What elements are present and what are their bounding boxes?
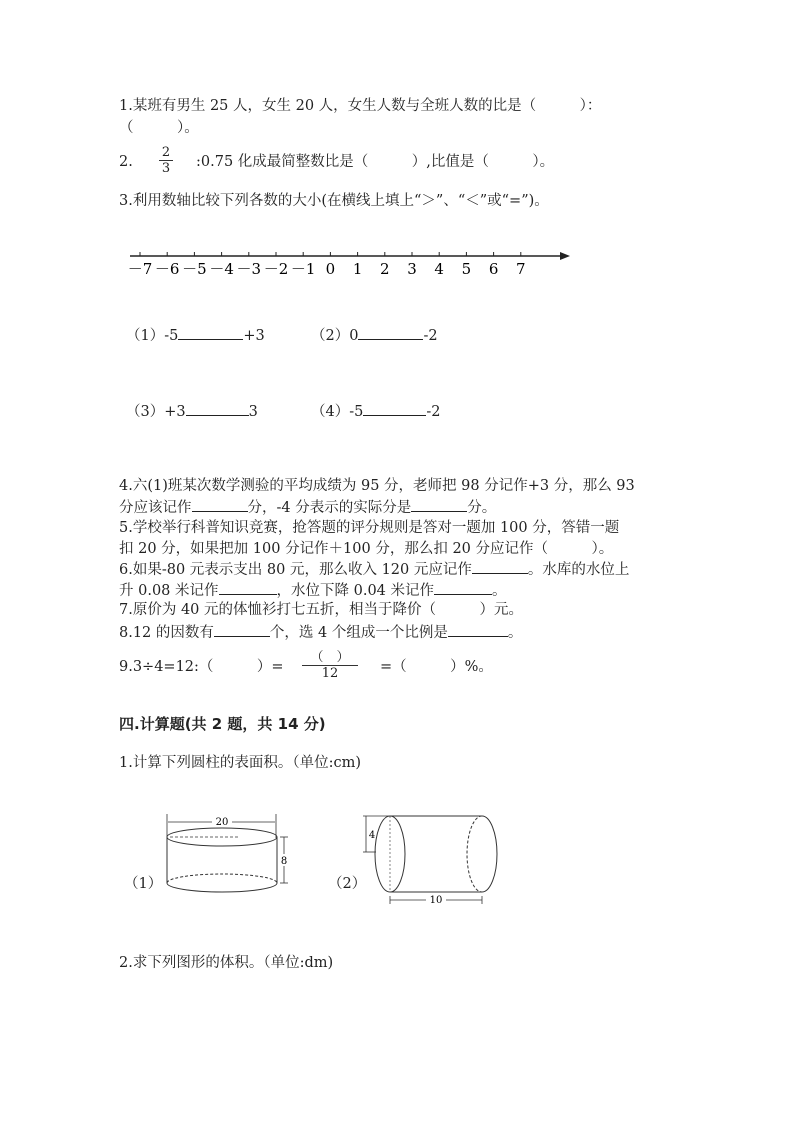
c2-text: 2.求下列图形的体积。（单位:dm) [119, 955, 334, 971]
compare-1-right: +3 [243, 328, 265, 344]
q6-blank-2[interactable] [219, 580, 277, 595]
q9-frac-den: 12 [302, 665, 358, 681]
c1-text: 1.计算下列圆柱的表面积。（单位:cm) [119, 755, 361, 771]
compare-3-right: 3 [248, 404, 258, 420]
compare-1-blank[interactable] [178, 325, 243, 340]
cylinder-figure-2 [360, 808, 510, 908]
q8-c: 。 [507, 625, 523, 641]
q4-l2b: 分，-4 分表示的实际分是 [247, 500, 412, 516]
q8-blank-2[interactable] [448, 622, 508, 637]
compare-4-right: -2 [426, 404, 441, 420]
q8-line [119, 622, 522, 643]
number-line-label: 2 [380, 260, 390, 278]
q9-frac-num: （ ） [310, 650, 350, 665]
compare-1-left: （1）-5 [126, 328, 179, 344]
q6-l2a: 升 0.08 米记作 [119, 583, 219, 599]
q6-l1b: 。水库的水位上 [527, 562, 630, 578]
number-line-label: －2 [263, 260, 289, 278]
q9-fraction [302, 650, 358, 681]
cylinder-figure-1 [160, 810, 300, 900]
q8-a: 8.12 的因数有 [119, 625, 214, 641]
number-line-label: 5 [461, 260, 472, 278]
q6-blank-1[interactable] [472, 559, 528, 574]
q2-suffix: :0.75 化成最简整数比是（ ）,比值是（ ）。 [196, 154, 555, 170]
compare-2-right: -2 [423, 328, 438, 344]
number-line-label: 7 [516, 260, 526, 278]
q1-line1: 1.某班有男生 25 人，女生 20 人，女生人数与全班人数的比是（ ）： [119, 98, 602, 114]
q4-line1: 4.六(1)班某次数学测验的平均成绩为 95 分，老师把 98 分记作+3 分，那么 93 [119, 478, 635, 494]
q6-l2b: ，水位下降 0.04 米记作 [276, 583, 435, 599]
compare-2-blank[interactable] [358, 325, 423, 340]
number-line-label: 6 [488, 260, 499, 278]
q5-line1: 5.学校举行科普知识竞赛，抢答题的评分规则是答对一题加 100 分，答错一题 [119, 520, 620, 536]
q2-frac-den: 3 [159, 160, 173, 176]
q6-line1 [119, 559, 629, 580]
compare-4 [311, 401, 440, 422]
number-line-label: 0 [325, 260, 336, 278]
fig2-side-dim: 4 [368, 830, 376, 841]
q6-line2 [119, 580, 507, 601]
compare-4-left: （4）-5 [311, 404, 364, 420]
q8-b: 个，选 4 个组成一个比例是 [269, 625, 448, 641]
number-line-label: 4 [434, 260, 444, 278]
q9-part-b: =（ ）%。 [380, 659, 493, 675]
number-line-label: 3 [407, 260, 417, 278]
compare-4-blank[interactable] [363, 401, 426, 416]
fig1-top-dim: 20 [215, 817, 229, 828]
q7-text: 7.原价为 40 元的体恤衫打七五折，相当于降价（ ）元。 [119, 602, 524, 618]
number-line-label: 1 [352, 260, 363, 278]
fig1-side-dim: 8 [280, 856, 288, 867]
q2-prefix: 2. [119, 154, 133, 170]
compare-3-blank[interactable] [186, 401, 249, 416]
q4-line2 [119, 497, 496, 518]
number-line-label: －3 [236, 260, 262, 278]
q4-blank-2[interactable] [411, 497, 467, 512]
number-line-label: －6 [154, 260, 180, 278]
compare-2 [311, 325, 438, 346]
fig2-bottom-dim: 10 [429, 895, 443, 906]
q4-l2c: 分。 [467, 500, 497, 516]
q6-l2c: 。 [492, 583, 507, 599]
fig2-label: （2） [328, 876, 367, 892]
q5-line2: 扣 20 分，如果把加 100 分记作＋100 分，那么扣 20 分应记作（ ）。 [119, 541, 614, 557]
number-line-label: －5 [182, 260, 207, 278]
compare-3 [126, 401, 258, 422]
number-line-label: －7 [127, 260, 153, 278]
q3-text: 3.利用数轴比较下列各数的大小(在横线上填上“＞”、“＜”或“=”)。 [119, 193, 549, 209]
number-line [120, 244, 580, 284]
q2-fraction [159, 145, 173, 176]
q6-l1a: 6.如果-80 元表示支出 80 元，那么收入 120 元应记作 [119, 562, 472, 578]
number-line-label: －4 [209, 260, 234, 278]
q2-frac-num: 2 [161, 145, 171, 160]
number-line-label: －1 [290, 260, 316, 278]
arrow-icon [560, 252, 570, 260]
compare-3-left: （3）+3 [126, 404, 186, 420]
q4-blank-1[interactable] [192, 497, 248, 512]
q6-blank-3[interactable] [434, 580, 492, 595]
q4-l2a: 分应该记作 [119, 500, 192, 516]
compare-1 [126, 325, 265, 346]
q9-part-a: 9.3÷4=12:（ ）= [119, 659, 284, 675]
fig1-label: （1） [124, 876, 163, 892]
q1-line2: （ ）。 [119, 120, 199, 136]
section-4-title: 四.计算题(共 2 题，共 14 分) [119, 715, 326, 733]
q8-blank-1[interactable] [214, 622, 270, 637]
compare-2-left: （2）0 [311, 328, 359, 344]
